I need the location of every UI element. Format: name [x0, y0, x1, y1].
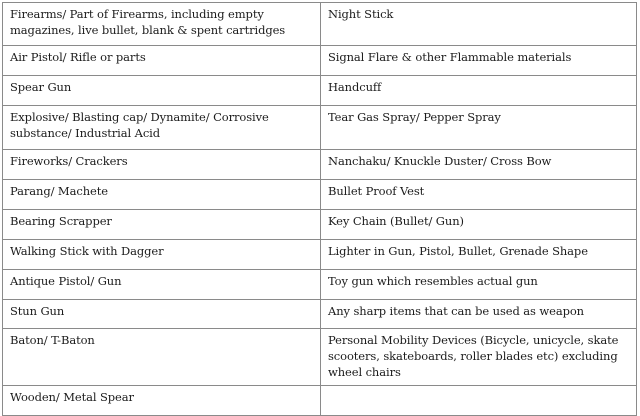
- table-cell-right: Handcuff: [321, 76, 637, 106]
- table-cell-left: Baton/ T-Baton: [3, 329, 321, 386]
- table-cell-left: Walking Stick with Dagger: [3, 240, 321, 270]
- table-cell-right: Toy gun which resembles actual gun: [321, 270, 637, 300]
- table-cell-right: Any sharp items that can be used as weapon: [321, 300, 637, 329]
- table-row: [3, 270, 637, 300]
- table-cell-left: Firearms/ Part of Firearms, including empty magazines, live bullet, blank & spent cartridges: [3, 3, 321, 46]
- table-cell-right: Signal Flare & other Flammable materials: [321, 46, 637, 76]
- table-cell-right: Personal Mobility Devices (Bicycle, unicycle, skate scooters, skateboards, roller blades etc) excluding wheel chairs: [321, 329, 637, 386]
- table-row: [3, 150, 637, 180]
- table-row: [3, 76, 637, 106]
- table-cell-right: Tear Gas Spray/ Pepper Spray: [321, 106, 637, 150]
- table-row: [3, 46, 637, 76]
- table-cell-left: Parang/ Machete: [3, 180, 321, 210]
- table-cell-left: Antique Pistol/ Gun: [3, 270, 321, 300]
- table-cell-left: Spear Gun: [3, 76, 321, 106]
- table-cell-left: Fireworks/ Crackers: [3, 150, 321, 180]
- table-cell-left: Bearing Scrapper: [3, 210, 321, 240]
- prohibited-items-table-wrapper: [2, 2, 636, 416]
- table-row: [3, 240, 637, 270]
- table-cell-right: Key Chain (Bullet/ Gun): [321, 210, 637, 240]
- table-cell-left: Wooden/ Metal Spear: [3, 386, 321, 416]
- table-cell-right: Bullet Proof Vest: [321, 180, 637, 210]
- table-cell-right: [321, 386, 637, 416]
- table-row: [3, 3, 637, 46]
- table-cell-left: Stun Gun: [3, 300, 321, 329]
- table-row: [3, 180, 637, 210]
- table-cell-left: Explosive/ Blasting cap/ Dynamite/ Corrosive substance/ Industrial Acid: [3, 106, 321, 150]
- table-row: [3, 300, 637, 329]
- table-row: [3, 329, 637, 386]
- table-row: [3, 386, 637, 416]
- table-cell-right: Lighter in Gun, Pistol, Bullet, Grenade Shape: [321, 240, 637, 270]
- table-cell-right: Night Stick: [321, 3, 637, 46]
- table-cell-right: Nanchaku/ Knuckle Duster/ Cross Bow: [321, 150, 637, 180]
- table-cell-left: Air Pistol/ Rifle or parts: [3, 46, 321, 76]
- table-row: [3, 210, 637, 240]
- prohibited-items-table: [2, 2, 637, 416]
- table-row: [3, 106, 637, 150]
